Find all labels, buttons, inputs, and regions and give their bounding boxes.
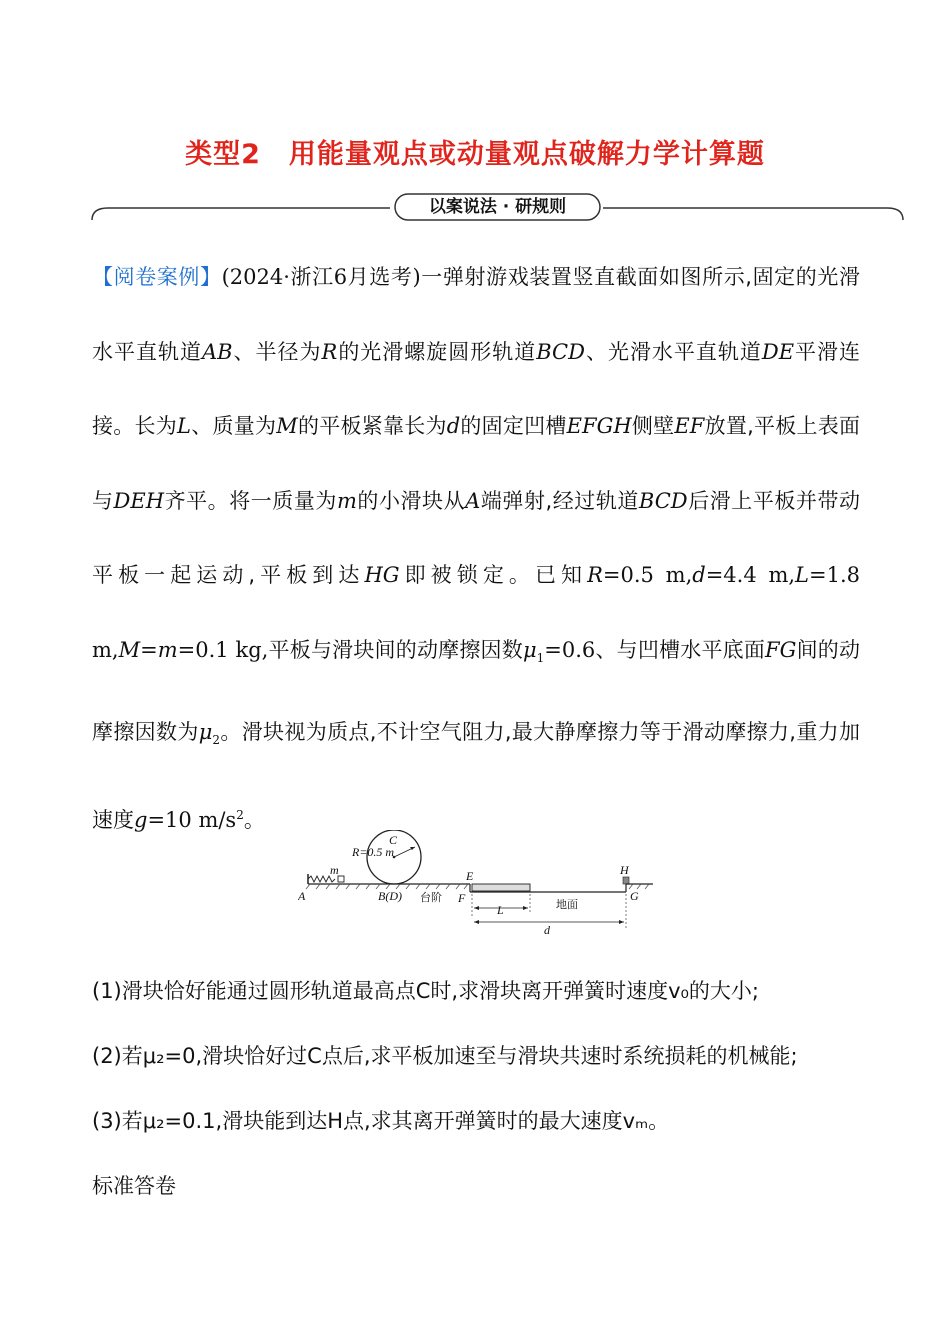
question-2: (2)若μ₂=0,滑块恰好过C点后,求平板加速至与滑块共速时系统损耗的机械能;	[92, 1044, 798, 1068]
answer-heading: 标准答卷	[92, 1174, 176, 1198]
point-e-label: E	[466, 869, 474, 883]
point-g-label: G	[630, 889, 639, 903]
mass-label: m	[330, 863, 339, 877]
question-1: (1)滑块恰好能通过圆形轨道最高点C时,求滑块离开弹簧时速度v₀的大小;	[92, 979, 760, 1003]
case-source: (2024·浙江6月选考)	[221, 265, 421, 289]
case-tag: 【阅卷案例】	[92, 265, 222, 289]
point-bd-label: B(D)	[378, 889, 402, 903]
banner-label: 以案说法 · 研规则	[428, 197, 567, 217]
apparatus-diagram	[298, 830, 658, 940]
section-title: 类型2 用能量观点或动量观点破解力学计算题	[185, 139, 765, 170]
point-f-label: F	[458, 891, 466, 905]
point-c-label: C	[389, 833, 398, 847]
point-a-label: A	[298, 889, 306, 903]
point-h-label: H	[620, 863, 629, 877]
radius-label: R=0.5 m	[352, 845, 395, 859]
ground-label: 地面	[556, 898, 578, 911]
problem-statement: 【阅卷案例】(2024·浙江6月选考)一弹射游戏装置竖直截面如图所示,固定的光滑水平直轨道AB、半径为R的光滑螺旋圆形轨道BCD、光滑水平直轨道DE平滑连接。长为L、质量为M的平板紧靠长为d的固定凹槽EFGH侧壁EF放置,平板上表面与DEH齐平。将一质量为m的小滑块从A端弹射,经过轨道BCD后滑上平板并带动平板一起运动,平板到达HG即被锁定。已知R=0.5 m,d=4.4 m,L=1.8 m,M=m=0.1 kg,平板与滑块间的动摩擦因数$\mu_1=0.6$、与凹槽水平底面FG间的动摩擦因数为$\mu_2$。滑块视为质点,不计空气阻力,最大静摩擦力等于滑动摩擦力,重力加速度g=10 $m/s^2$。	[92, 265, 861, 832]
length-d-label: d	[544, 923, 550, 937]
question-3: (3)若μ₂=0.1,滑块能到达H点,求其离开弹簧时的最大速度vₘ。	[92, 1109, 670, 1133]
step-label: 台阶	[420, 891, 442, 904]
length-l-label: L	[497, 903, 504, 917]
